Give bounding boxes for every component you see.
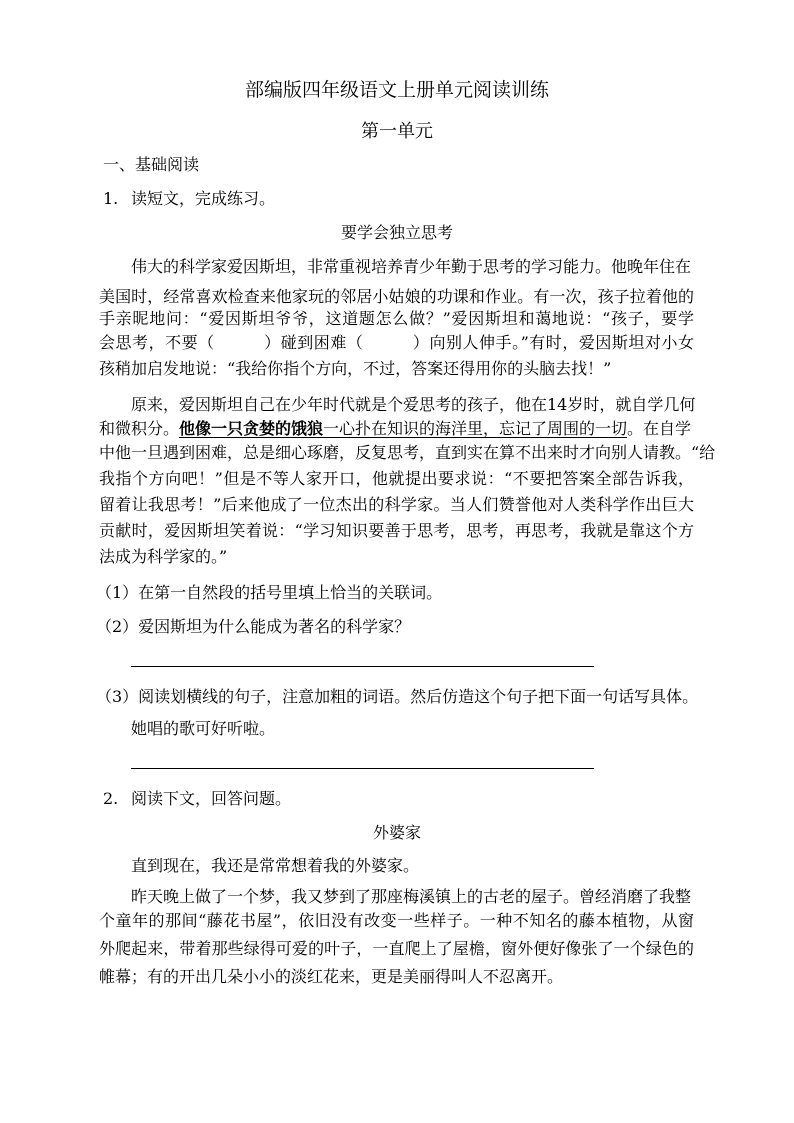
- question-2-number: 2.: [103, 789, 119, 808]
- question-2-instruction: 阅读下文，回答问题。: [131, 789, 292, 808]
- section-heading: 一、基础阅读: [103, 155, 200, 174]
- underlined-rest: 一心扑在知识的海洋里，忘记了周围的一切: [323, 419, 628, 438]
- underlined-sentence: [179, 419, 627, 438]
- passage-1-p1-line1: 伟大的科学家爱因斯坦，非常重视培养青少年勤于思考的学习能力。他晚年住在: [131, 257, 692, 276]
- passage-2-title: 外婆家: [372, 823, 421, 842]
- passage-1-p2-line4: 我指个方向吧！”但是不等人家开口，他就提出要求说：“不要把答案全部告诉我，: [99, 469, 694, 488]
- passage-1-p2-line2-end: 。在自学: [627, 419, 692, 438]
- passage-1-p2-line3: 中他一旦遇到困难，总是细心琢磨，反复思考，直到实在算不出来时才向别人请教。“给: [99, 443, 716, 462]
- passage-1-p2-line1: 原来，爱因斯坦自己在少年时代就是个爱思考的孩子，他在14岁时，就自学几何: [131, 395, 696, 414]
- sub-question-3: （3）阅读划横线的句子，注意加粗的词语。然后仿造这个句子把下面一句话写具体。: [96, 687, 699, 706]
- passage-1-p1-line5: 孩稍加启发地说：“我给你指个方向，不过，答案还得用你的头脑去找！”: [99, 359, 612, 378]
- page-title: 部编版四年级语文上册单元阅读训练: [244, 79, 549, 101]
- passage-2-p2-line4: 帷幕；有的开出几朵小小的淡红花来，更是美丽得叫人不忍离开。: [99, 967, 564, 986]
- passage-1-p2-line2-start: 和微积分。: [99, 419, 180, 438]
- passage-2-p2-line2: 个童年的那间“藤花书屋”，依旧没有改变一些样子。一种不知名的藤本植物，从窗: [99, 911, 694, 930]
- passage-1-p1-line2: 美国时，经常喜欢检查来他家玩的邻居小姑娘的功课和作业。有一次，孩子拉着他的: [99, 287, 694, 306]
- passage-1-p2-line2: [99, 419, 691, 439]
- passage-1-p1-line4: 会思考，不要（ ）碰到困难（ ）向别人伸手。”有时，爱因斯坦对小女: [99, 333, 694, 352]
- question-1-instruction: 读短文，完成练习。: [131, 189, 276, 208]
- passage-1-p1-line3: 手亲昵地问：“爱因斯坦爷爷，这道题怎么做？”爱因斯坦和蔼地说：“孩子，要学: [99, 309, 694, 328]
- answer-line-3[interactable]: [131, 768, 594, 769]
- passage-1-title: 要学会独立思考: [340, 223, 453, 242]
- question-1-number: 1.: [103, 189, 119, 208]
- passage-1-p2-line6: 贡献时，爱因斯坦笑着说：“学习知识要善于思考，思考，再思考，我就是靠这个方: [99, 521, 694, 540]
- sub-question-2: （2）爱因斯坦为什么能成为著名的科学家？: [96, 617, 411, 636]
- passage-1-p2-line5: 留着让我思考！”后来他成了一位杰出的科学家。当人们赞誉他对人类科学作出巨大: [99, 495, 694, 514]
- answer-line-2[interactable]: [131, 666, 594, 667]
- bold-phrase: 他像一只贪婪的饿狼: [179, 419, 324, 438]
- passage-2-p1: 直到现在，我还是常常想着我的外婆家。: [131, 856, 420, 875]
- passage-1-p2-line7: 法成为科学家的。”: [99, 547, 228, 566]
- passage-2-p2-line1: 昨天晚上做了一个梦，我又梦到了那座梅溪镇上的古老的屋子。曾经消磨了我整: [131, 887, 692, 906]
- passage-2-p2-line3: 外爬起来，带着那些绿得可爱的叶子，一直爬上了屋檐，窗外便好像张了一个绿色的: [99, 939, 694, 958]
- unit-title: 第一单元: [361, 121, 433, 142]
- sub-question-3-sentence: 她唱的歌可好听啦。: [131, 719, 276, 738]
- sub-question-1: （1）在第一自然段的括号里填上恰当的关联词。: [96, 583, 443, 602]
